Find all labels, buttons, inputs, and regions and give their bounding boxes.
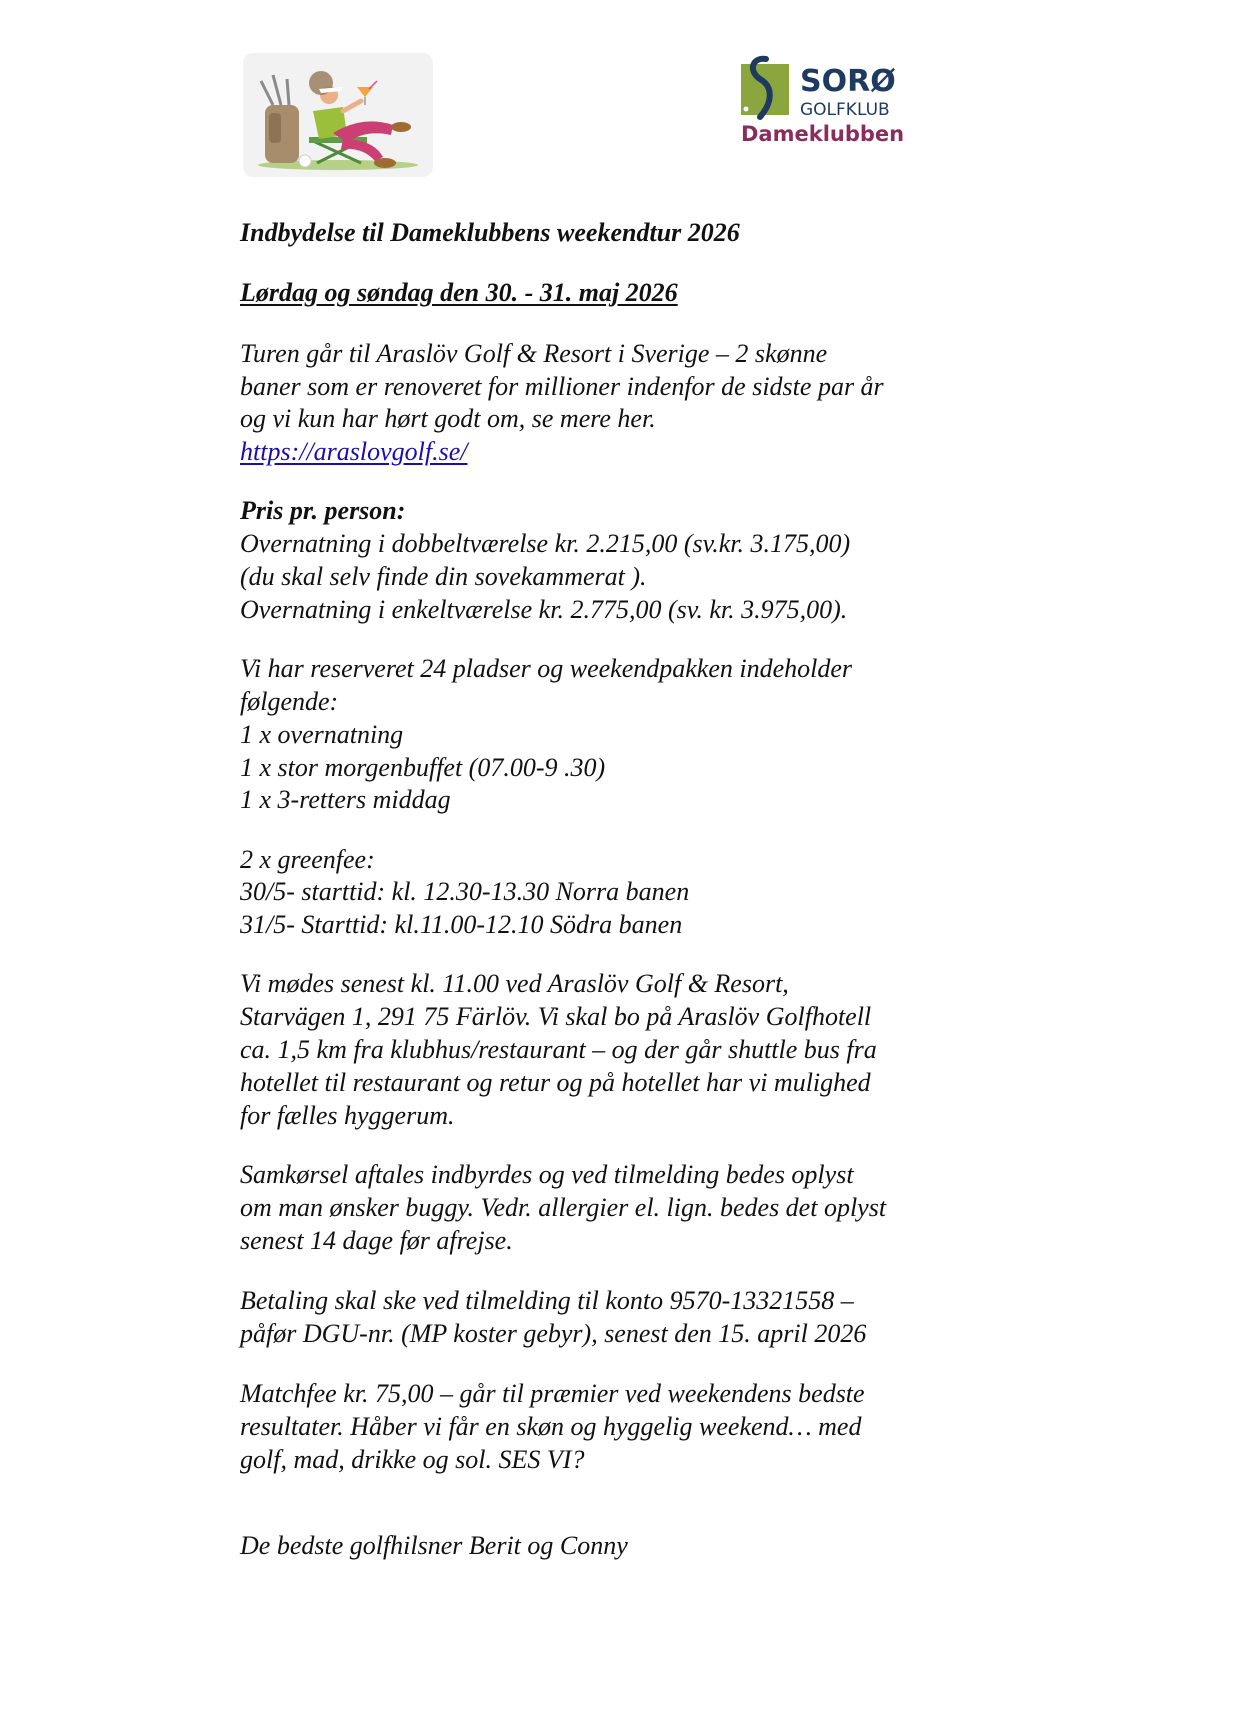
price-line: Overnatning i enkeltværelse kr. 2.775,00 (sv. kr. 3.975,00). [240,595,848,624]
date-line: Lørdag og søndag den 30. - 31. maj 2026 [240,278,678,307]
greenfee-line: 31/5- Starttid: kl.11.00-12.10 Södra banen [240,910,683,939]
package-line: 1 x 3-retters middag [240,785,451,814]
golfer-illustration [243,53,433,177]
soro-golfklub-logo [738,55,918,147]
package-line: 1 x overnatning [240,720,404,749]
logo-line2: GOLFKLUB [800,100,890,120]
greenfee-line: 2 x greenfee: [240,845,375,874]
matchfee-line: golf, mad, drikke og sol. SES VI? [240,1445,585,1474]
payment-line: påfør DGU-nr. (MP koster gebyr), senest den 15. april 2026 [240,1319,867,1348]
intro-line: og vi kun har hørt godt om, se mere her. [240,404,656,433]
club-logo [738,55,918,147]
meeting-line: hotellet til restaurant og retur og på hotellet har vi mulighed [240,1068,871,1097]
payment-line: Betaling skal ske ved tilmelding til konto 9570-13321558 – [240,1286,854,1315]
matchfee-line: Matchfee kr. 75,00 – går til præmier ved weekendens bedste [240,1379,865,1408]
meeting-line: Vi mødes senest kl. 11.00 ved Araslöv Golf & Resort, [240,969,789,998]
price-line: (du skal selv finde din sovekammerat ). [240,562,647,591]
golfer-lady-icon [243,53,433,177]
intro-line: Turen går til Araslöv Golf & Resort i Sverige – 2 skønne [240,339,828,368]
logo-line3: Dameklubben [741,122,905,146]
intro-line: baner som er renoveret for millioner indenfor de sidste par år [240,372,884,401]
carpool-line: om man ønsker buggy. Vedr. allergier el. lign. bedes det oplyst [240,1193,887,1222]
greenfee-line: 30/5- starttid: kl. 12.30-13.30 Norra banen [240,877,690,906]
package-line: følgende: [240,687,339,716]
signature: De bedste golfhilsner Berit og Conny [240,1531,628,1560]
logo-line1: SORØ [800,64,896,99]
price-heading: Pris pr. person: [240,496,406,525]
meeting-line: for fælles hyggerum. [240,1101,455,1130]
matchfee-line: resultater. Håber vi får en skøn og hyggelig weekend… med [240,1412,862,1441]
meeting-line: ca. 1,5 km fra klubhus/restaurant – og der går shuttle bus fra [240,1035,877,1064]
araslov-link[interactable]: https://araslovgolf.se/ [240,437,468,466]
meeting-line: Starvägen 1, 291 75 Färlöv. Vi skal bo på Araslöv Golfhotell [240,1002,872,1031]
page-title: Indbydelse til Dameklubbens weekendtur 2026 [240,218,740,247]
package-line: 1 x stor morgenbuffet (07.00-9 .30) [240,753,606,782]
package-line: Vi har reserveret 24 pladser og weekendpakken indeholder [240,654,853,683]
carpool-line: senest 14 dage før afrejse. [240,1226,513,1255]
carpool-line: Samkørsel aftales indbyrdes og ved tilmelding bedes oplyst [240,1160,854,1189]
price-line: Overnatning i dobbeltværelse kr. 2.215,00 (sv.kr. 3.175,00) [240,529,851,558]
